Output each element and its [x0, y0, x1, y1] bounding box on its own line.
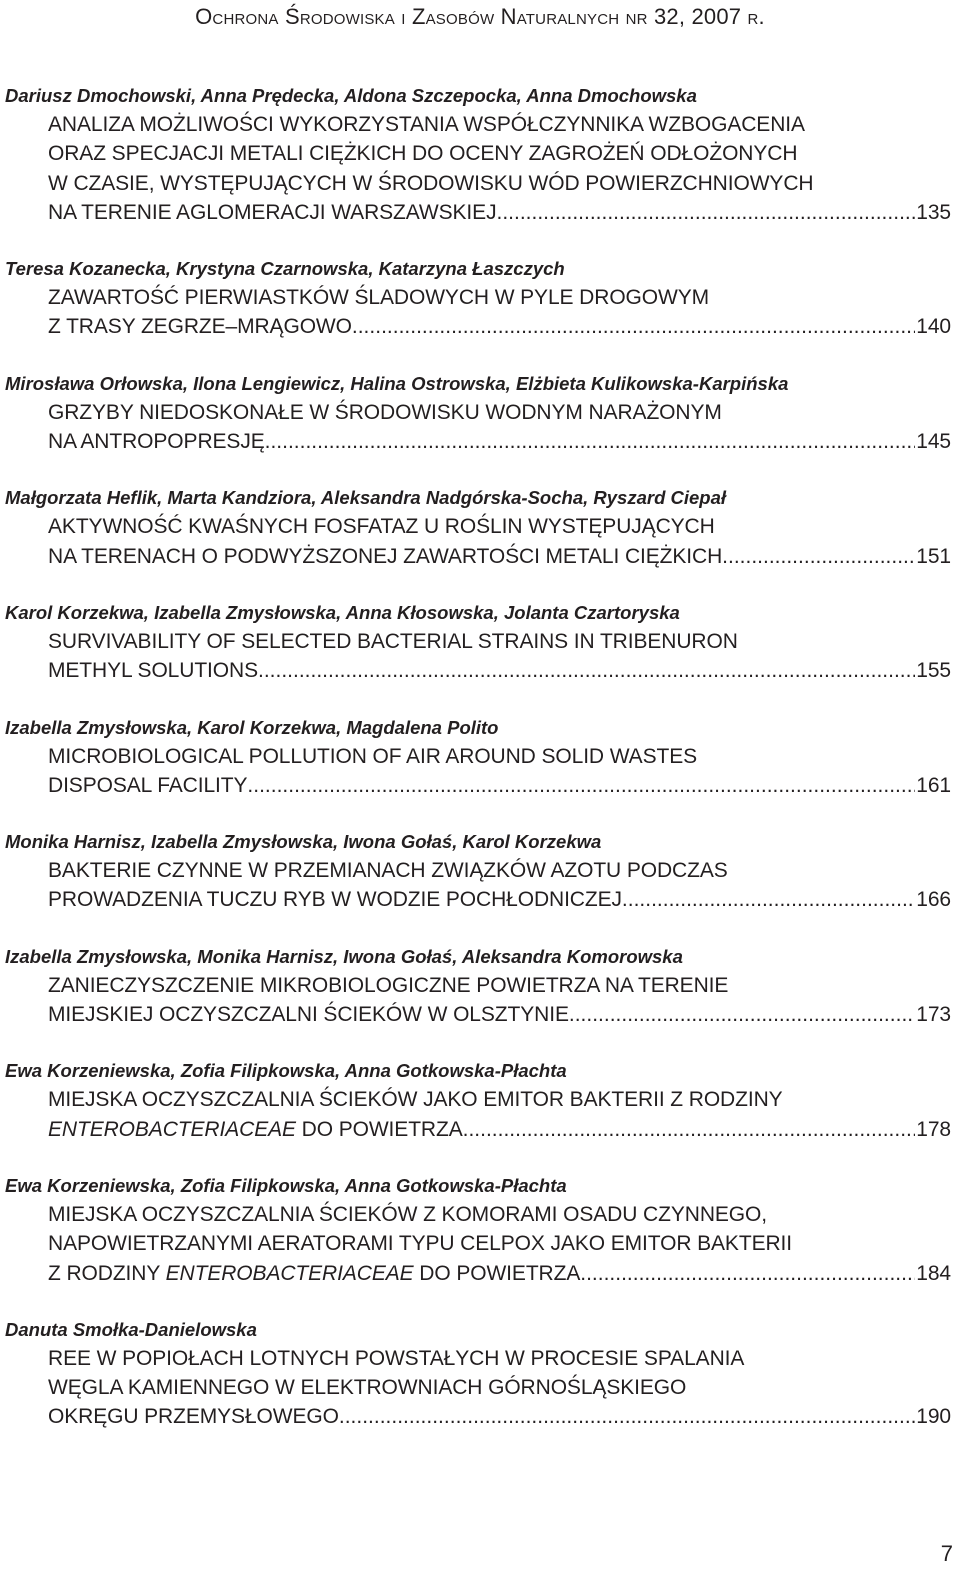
toc-entry: [5, 942, 951, 1030]
taxon-name: ENTEROBACTERIACEAE: [165, 1261, 414, 1285]
dot-leader: [463, 1115, 916, 1144]
title-line: WĘGLA KAMIENNEGO W ELEKTROWNIACH GÓRNOŚLĄSKIEGO: [48, 1376, 687, 1400]
page-number: 178: [916, 1117, 951, 1141]
page-number: 190: [916, 1405, 951, 1429]
entry-title: [5, 856, 951, 915]
toc-entry: [5, 81, 951, 227]
page-number: 184: [916, 1261, 951, 1285]
dot-leader: [496, 198, 915, 227]
title-text: DO POWIETRZA: [295, 1117, 463, 1141]
title-line: AKTYWNOŚĆ KWAŚNYCH FOSFATAZ U ROŚLIN WYSTĘPUJĄCYCH: [48, 515, 715, 539]
entry-authors: Dariusz Dmochowski, Anna Prędecka, Aldona Szczepocka, Anna Dmochowska: [5, 85, 697, 106]
title-line: [48, 1115, 463, 1144]
page-number: 145: [916, 430, 951, 454]
toc-entry: [5, 598, 951, 686]
title-line: ZAWARTOŚĆ PIERWIASTKÓW ŚLADOWYCH W PYLE DROGOWYM: [48, 286, 710, 310]
title-line: BAKTERIE CZYNNE W PRZEMIANACH ZWIĄZKÓW AZOTU PODCZAS: [48, 859, 728, 883]
page-number: 173: [916, 1003, 951, 1027]
title-line-with-page[interactable]: [48, 1259, 951, 1288]
dot-leader: [622, 885, 915, 914]
title-line: OKRĘGU PRZEMYSŁOWEGO: [48, 1405, 339, 1429]
toc-entry: [5, 369, 951, 457]
entry-authors: Teresa Kozanecka, Krystyna Czarnowska, Katarzyna Łaszczych: [5, 258, 565, 280]
title-line: MIEJSKIEJ OCZYSZCZALNI ŚCIEKÓW W OLSZTYNIE: [48, 1003, 569, 1027]
entry-authors: Izabella Zmysłowska, Monika Harnisz, Iwona Gołaś, Aleksandra Komorowska: [5, 945, 683, 967]
entry-title: [5, 512, 951, 571]
title-line: Z TRASY ZEGRZE–MRĄGOWO: [48, 315, 352, 339]
entry-authors: Ewa Korzeniewska, Zofia Filipkowska, Anna Gotkowska-Płachta: [5, 1060, 567, 1082]
page-number: 135: [916, 200, 951, 224]
title-line: MICROBIOLOGICAL POLLUTION OF AIR AROUND SOLID WASTES: [48, 744, 698, 768]
page-number: 155: [916, 659, 951, 683]
table-of-contents: [5, 81, 951, 1459]
title-line-with-page[interactable]: [48, 1000, 951, 1029]
dot-leader: [352, 312, 915, 341]
title-line: NAPOWIETRZANYMI AERATORAMI TYPU CELPOX JAKO EMITOR BAKTERII: [48, 1232, 793, 1256]
title-line: MIEJSKA OCZYSZCZALNIA ŚCIEKÓW Z KOMORAMI OSADU CZYNNEGO,: [48, 1202, 767, 1226]
entry-authors: Izabella Zmysłowska, Karol Korzekwa, Magdalena Polito: [5, 716, 499, 738]
title-line: W CZASIE, WYSTĘPUJĄCYCH W ŚRODOWISKU WÓD POWIERZCHNIOWYCH: [48, 171, 814, 195]
dot-leader: [569, 1000, 915, 1029]
title-line: PROWADZENIA TUCZU RYB W WODZIE POCHŁODNICZEJ: [48, 888, 622, 912]
dot-leader: [722, 542, 915, 571]
dot-leader: [339, 1402, 915, 1431]
toc-entry: [5, 1315, 951, 1432]
page-number: 161: [916, 773, 951, 797]
title-line-with-page[interactable]: [48, 771, 951, 800]
title-line: ORAZ SPECJACJI METALI CIĘŻKICH DO OCENY ZAGROŻEŃ ODŁOŻONYCH: [48, 142, 798, 166]
dot-leader: [258, 656, 915, 685]
entry-title: [5, 1344, 951, 1432]
title-line: DISPOSAL FACILITY: [48, 773, 248, 797]
entry-authors: Małgorzata Heflik, Marta Kandziora, Aleksandra Nadgórska-Socha, Ryszard Ciepał: [5, 487, 727, 509]
entry-title: [5, 1200, 951, 1288]
title-line: GRZYBY NIEDOSKONAŁE W ŚRODOWISKU WODNYM NARAŻONYM: [48, 400, 722, 424]
title-line: [48, 1259, 580, 1288]
title-line-with-page[interactable]: [48, 312, 951, 341]
entry-title: [5, 627, 951, 686]
dot-leader: [265, 427, 916, 456]
title-line-with-page[interactable]: [48, 1402, 951, 1431]
title-line-with-page[interactable]: [48, 1115, 951, 1144]
page-number: 140: [916, 315, 951, 339]
entry-title: [5, 398, 951, 457]
entry-authors: Karol Korzekwa, Izabella Zmysłowska, Anna Kłosowska, Jolanta Czartoryska: [5, 601, 680, 623]
title-line-with-page[interactable]: [48, 542, 951, 571]
entry-title: [5, 110, 951, 227]
entry-title: [5, 971, 951, 1030]
dot-leader: [247, 771, 915, 800]
entry-title: [5, 1085, 951, 1144]
title-line: REE W POPIOŁACH LOTNYCH POWSTAŁYCH W PROCESIE SPALANIA: [48, 1346, 745, 1370]
toc-entry: [5, 1056, 951, 1144]
toc-entry: [5, 713, 951, 801]
entry-title: [5, 742, 951, 801]
entry-authors: Ewa Korzeniewska, Zofia Filipkowska, Anna Gotkowska-Płachta: [5, 1174, 567, 1196]
title-line-with-page[interactable]: [48, 656, 951, 685]
title-line-with-page[interactable]: [48, 885, 951, 914]
title-line-with-page[interactable]: [48, 198, 951, 227]
entry-authors: Mirosława Orłowska, Ilona Lengiewicz, Halina Ostrowska, Elżbieta Kulikowska-Karpińska: [5, 372, 789, 394]
taxon-name: ENTEROBACTERIACEAE: [48, 1117, 296, 1141]
page-number: 151: [916, 544, 951, 568]
title-line: METHYL SOLUTIONS: [48, 659, 258, 683]
page-number: 166: [916, 888, 951, 912]
toc-entry: [5, 483, 951, 571]
title-line: NA TERENACH O PODWYŻSZONEJ ZAWARTOŚCI METALI CIĘŻKICH: [48, 544, 723, 568]
toc-entry: [5, 254, 951, 342]
title-line: NA TERENIE AGLOMERACJI WARSZAWSKIEJ: [48, 200, 497, 224]
title-text: Z RODZINY: [48, 1261, 166, 1285]
title-line: MIEJSKA OCZYSZCZALNIA ŚCIEKÓW JAKO EMITOR BAKTERII Z RODZINY: [48, 1088, 783, 1112]
title-line: NA ANTROPOPRESJĘ: [48, 430, 265, 454]
entry-title: [5, 283, 951, 342]
title-line: ANALIZA MOŻLIWOŚCI WYKORZYSTANIA WSPÓŁCZYNNIKA WZBOGACENIA: [48, 113, 805, 136]
journal-running-header: Ochrona Środowiska i Zasobów Naturalnych nr 32, 2007 r.: [195, 4, 765, 29]
entry-authors: Monika Harnisz, Izabella Zmysłowska, Iwona Gołaś, Karol Korzekwa: [5, 831, 602, 853]
toc-entry: [5, 1171, 951, 1288]
entry-authors: Danuta Smołka-Danielowska: [5, 1318, 257, 1340]
toc-entry: [5, 827, 951, 915]
title-line: ZANIECZYSZCZENIE MIKROBIOLOGICZNE POWIETRZA NA TERENIE: [48, 973, 729, 997]
dot-leader: [580, 1259, 915, 1288]
folio-page-number: 7: [940, 1541, 953, 1566]
title-line-with-page[interactable]: [48, 427, 951, 456]
title-text: DO POWIETRZA: [413, 1261, 581, 1285]
title-line: SURVIVABILITY OF SELECTED BACTERIAL STRAINS IN TRIBENURON: [48, 629, 738, 653]
